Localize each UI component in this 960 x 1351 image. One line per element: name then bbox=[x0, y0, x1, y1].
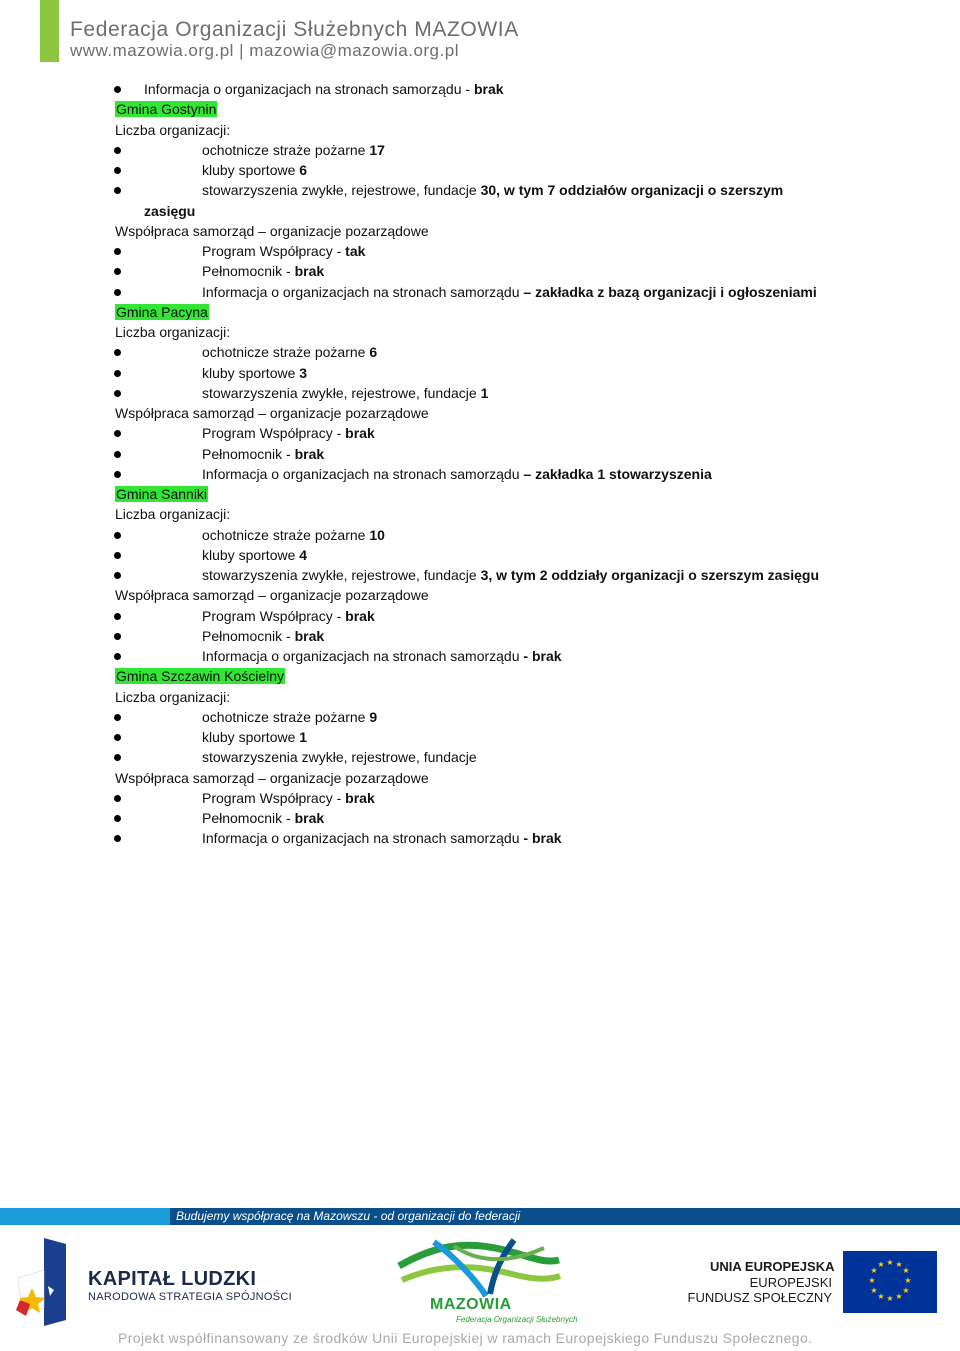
item-value: brak bbox=[531, 830, 562, 847]
item-value: zakładka 1 stowarzyszenia bbox=[535, 465, 712, 482]
list-item bbox=[0, 545, 960, 565]
bullet-icon bbox=[114, 268, 121, 275]
organization-title: Federacja Organizacji Służebnych MAZOWIA bbox=[70, 18, 519, 41]
item-label: Pełnomocnik - bbox=[202, 263, 295, 280]
list-item bbox=[0, 464, 960, 484]
list-item bbox=[0, 747, 960, 767]
bullet-icon bbox=[114, 349, 121, 356]
item-label: Pełnomocnik - bbox=[202, 445, 295, 462]
item-label: stowarzyszenia zwykłe, rejestrowe, fundacje bbox=[202, 749, 477, 766]
bullet-icon bbox=[114, 552, 121, 559]
mazowia-knot-logo-icon bbox=[394, 1236, 564, 1298]
gmina-name: Gmina Gostynin bbox=[116, 101, 217, 118]
item-label: stowarzyszenia zwykłe, rejestrowe, fundacje bbox=[202, 182, 481, 199]
item-value: brak bbox=[294, 263, 325, 280]
cooperation-label: Współpraca samorząd – organizacje pozarządowe bbox=[115, 587, 429, 604]
item-separator: – bbox=[523, 283, 536, 300]
item-value: brak bbox=[294, 445, 325, 462]
item-label: ochotnicze straże pożarne bbox=[202, 141, 370, 158]
bullet-icon bbox=[114, 532, 121, 539]
bullet-icon bbox=[114, 248, 121, 255]
kapital-ludzki-logo-icon bbox=[14, 1238, 72, 1326]
bullet-icon bbox=[114, 795, 121, 802]
item-value: 1 bbox=[299, 729, 308, 745]
svg-text:★: ★ bbox=[877, 1260, 885, 1269]
svg-text:★: ★ bbox=[877, 1292, 885, 1301]
item-value: 3, w tym 2 oddziały organizacji o szerszym zasięgu bbox=[480, 567, 820, 583]
bullet-icon bbox=[114, 754, 121, 761]
document-body bbox=[0, 79, 960, 849]
item-value-continuation: zasięgu bbox=[144, 202, 196, 219]
svg-text:★: ★ bbox=[902, 1286, 910, 1295]
list-item bbox=[0, 646, 960, 666]
list-item bbox=[0, 565, 960, 585]
bullet-icon bbox=[114, 147, 121, 154]
count-label: Liczba organizacji: bbox=[115, 506, 231, 523]
mazowia-name: MAZOWIA bbox=[430, 1296, 512, 1313]
list-item bbox=[0, 241, 960, 261]
cooperation-label: Współpraca samorząd – organizacje pozarządowe bbox=[115, 222, 429, 239]
svg-text:★: ★ bbox=[870, 1266, 878, 1275]
eu-union-label: UNIA EUROPEJSKA bbox=[710, 1259, 835, 1274]
eu-fund-label-2: FUNDUSZ SPOŁECZNY bbox=[687, 1290, 832, 1305]
item-value: brak bbox=[531, 648, 562, 664]
list-item bbox=[0, 788, 960, 808]
list-item bbox=[0, 282, 960, 302]
item-label: stowarzyszenia zwykłe, rejestrowe, fundacje bbox=[202, 567, 481, 583]
bullet-icon bbox=[114, 451, 121, 458]
item-label: ochotnicze straże pożarne bbox=[202, 708, 370, 725]
item-label: Informacja o organizacjach na stronach samorządu bbox=[202, 283, 524, 300]
list-item bbox=[0, 444, 960, 464]
count-label: Liczba organizacji: bbox=[115, 121, 231, 138]
footer-slogan: Budujemy współpracę na Mazowszu - od organizacji do federacji bbox=[176, 1209, 521, 1223]
bullet-icon bbox=[114, 613, 121, 620]
svg-text:★: ★ bbox=[902, 1266, 910, 1275]
item-value: tak bbox=[345, 243, 366, 259]
count-label: Liczba organizacji: bbox=[115, 324, 231, 340]
item-value: 3 bbox=[299, 364, 308, 381]
section-heading bbox=[0, 302, 960, 322]
kapital-ludzki-subtitle: NARODOWA STRATEGIA SPÓJNOŚCI bbox=[88, 1291, 292, 1303]
mazowia-subtitle: Federacja Organizacji Służebnych bbox=[456, 1315, 578, 1324]
item-label: Informacja o organizacjach na stronach samorządu - bbox=[144, 81, 474, 97]
gmina-name: Gmina Pacyna bbox=[116, 303, 208, 320]
item-value: 30, w tym 7 oddziałów organizacji o szerszym bbox=[480, 182, 784, 199]
bullet-icon bbox=[114, 430, 121, 437]
cofinancing-note: Projekt współfinansowany ze środków Unii Europejskiej w ramach Europejskiego Funduszu Społecznego. bbox=[118, 1330, 813, 1346]
item-label: Informacja o organizacjach na stronach samorządu bbox=[202, 648, 524, 664]
item-label: Program Współpracy - bbox=[202, 789, 346, 806]
item-label: stowarzyszenia zwykłe, rejestrowe, fundacje bbox=[202, 384, 481, 401]
cooperation-label: Współpraca samorząd – organizacje pozarządowe bbox=[115, 769, 429, 786]
section-heading bbox=[0, 666, 960, 686]
list-item bbox=[0, 626, 960, 646]
bullet-icon bbox=[114, 572, 121, 579]
bullet-icon bbox=[114, 734, 121, 741]
item-separator: - bbox=[523, 830, 532, 847]
list-item bbox=[0, 828, 960, 848]
bullet-icon bbox=[114, 815, 121, 822]
item-label: Program Współpracy - bbox=[202, 243, 346, 259]
svg-text:★: ★ bbox=[904, 1276, 912, 1285]
list-item bbox=[0, 383, 960, 403]
item-label: kluby sportowe bbox=[202, 729, 300, 745]
list-item bbox=[0, 727, 960, 747]
bullet-icon bbox=[114, 289, 121, 296]
item-separator: - bbox=[523, 648, 532, 664]
svg-text:★: ★ bbox=[868, 1276, 876, 1285]
item-value: 1 bbox=[480, 384, 489, 401]
item-value: 10 bbox=[369, 526, 385, 543]
list-item bbox=[0, 180, 960, 221]
kapital-ludzki-title: KAPITAŁ LUDZKI bbox=[88, 1268, 257, 1290]
item-label: ochotnicze straże pożarne bbox=[202, 344, 370, 361]
list-item bbox=[0, 606, 960, 626]
list-item bbox=[0, 342, 960, 362]
item-label: Pełnomocnik - bbox=[202, 627, 295, 644]
bullet-icon bbox=[114, 187, 121, 194]
item-value: brak bbox=[345, 607, 375, 624]
item-value: brak bbox=[473, 81, 504, 97]
count-label: Liczba organizacji: bbox=[115, 688, 231, 705]
organization-contact: www.mazowia.org.pl | mazowia@mazowia.org.pl bbox=[70, 41, 459, 60]
bullet-icon bbox=[114, 471, 121, 478]
list-item bbox=[0, 423, 960, 443]
item-value: 9 bbox=[369, 708, 378, 725]
cooperation-label: Współpraca samorząd – organizacje pozarządowe bbox=[115, 405, 429, 421]
item-value: brak bbox=[294, 627, 325, 644]
bullet-icon bbox=[114, 653, 121, 660]
list-item bbox=[0, 140, 960, 160]
item-value: brak bbox=[294, 810, 325, 826]
item-label: Pełnomocnik - bbox=[202, 810, 295, 826]
item-value: brak bbox=[345, 425, 375, 442]
eu-fund-label-1: EUROPEJSKI bbox=[749, 1275, 832, 1290]
list-item bbox=[0, 261, 960, 281]
item-label: kluby sportowe bbox=[202, 546, 300, 563]
item-label: Informacja o organizacjach na stronach samorządu bbox=[202, 830, 524, 847]
svg-text:★: ★ bbox=[895, 1292, 903, 1301]
list-item bbox=[0, 363, 960, 383]
item-label: Program Współpracy - bbox=[202, 607, 346, 624]
svg-text:★: ★ bbox=[895, 1260, 903, 1269]
list-item bbox=[0, 160, 960, 180]
item-label: kluby sportowe bbox=[202, 364, 300, 381]
header-accent-bar bbox=[40, 0, 59, 62]
list-item bbox=[0, 79, 960, 99]
item-value: brak bbox=[345, 789, 375, 806]
bullet-icon bbox=[114, 390, 121, 397]
item-value: 6 bbox=[369, 344, 378, 361]
item-label: Informacja o organizacjach na stronach samorządu bbox=[202, 465, 524, 482]
bullet-icon bbox=[114, 633, 121, 640]
svg-text:★: ★ bbox=[886, 1294, 894, 1303]
item-value: 4 bbox=[299, 546, 308, 563]
item-separator: – bbox=[523, 465, 536, 482]
bullet-icon bbox=[114, 714, 121, 721]
bullet-icon bbox=[114, 835, 121, 842]
item-label: Program Współpracy - bbox=[202, 425, 346, 442]
list-item bbox=[0, 707, 960, 727]
gmina-name: Gmina Sanniki bbox=[116, 486, 208, 502]
list-item bbox=[0, 525, 960, 545]
item-value: zakładka z bazą organizacji i ogłoszeniami bbox=[535, 283, 817, 300]
svg-text:★: ★ bbox=[886, 1258, 894, 1267]
bullet-icon bbox=[114, 86, 121, 93]
item-value: 6 bbox=[299, 162, 308, 178]
item-label: ochotnicze straże pożarne bbox=[202, 526, 370, 543]
item-value: 17 bbox=[369, 141, 385, 158]
list-item bbox=[0, 808, 960, 828]
section-heading bbox=[0, 484, 960, 504]
bullet-icon bbox=[114, 167, 121, 174]
svg-text:★: ★ bbox=[870, 1286, 878, 1295]
gmina-name: Gmina Szczawin Kościelny bbox=[116, 668, 285, 685]
section-heading bbox=[0, 99, 960, 119]
bullet-icon bbox=[114, 370, 121, 377]
item-label: kluby sportowe bbox=[202, 162, 300, 178]
eu-flag-icon bbox=[843, 1251, 937, 1313]
